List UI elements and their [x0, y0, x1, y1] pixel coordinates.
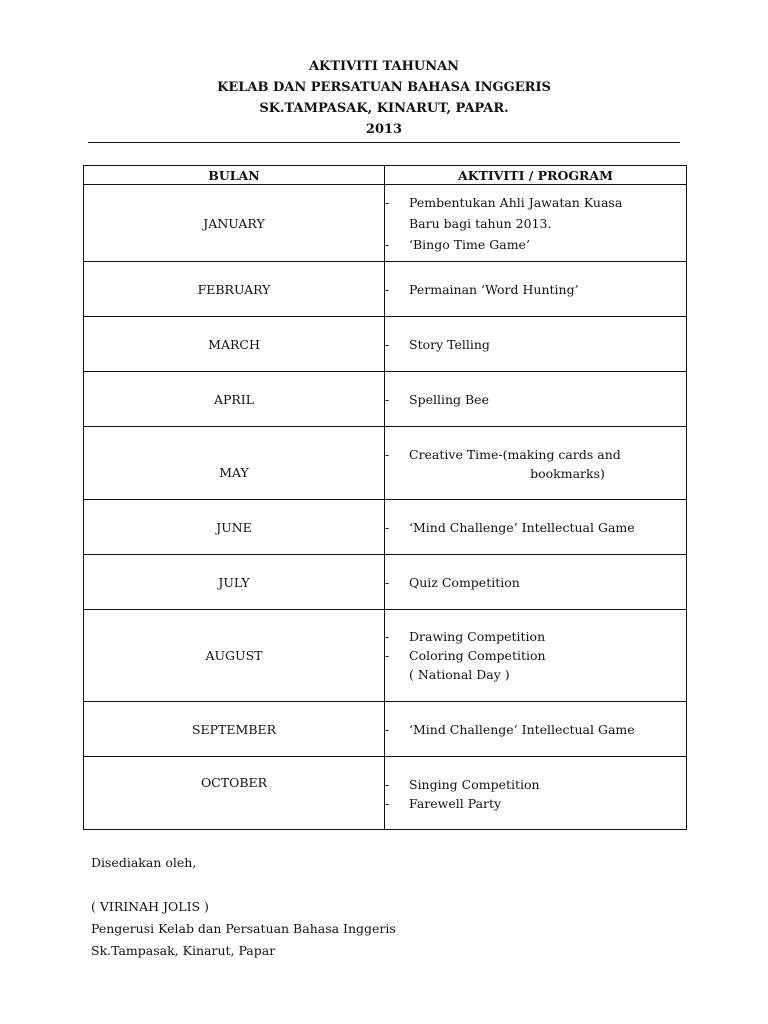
- document-title: AKTIVITI TAHUNAN: [308, 59, 460, 74]
- signatory-name: ( VIRINAH JOLIS ): [91, 899, 209, 914]
- table-header-row: [84, 166, 687, 185]
- table-row: [84, 372, 687, 427]
- signatory-school: Sk.Tampasak, Kinarut, Papar: [91, 943, 276, 958]
- activity-item: - Spelling Bee: [385, 390, 686, 409]
- month-cell: APRIL: [84, 372, 385, 427]
- activity-item: - Drawing Competition: [385, 627, 686, 646]
- month-cell: JUNE: [84, 500, 385, 555]
- activity-list: [385, 445, 686, 483]
- signature-block: [91, 852, 651, 962]
- table-row: [84, 610, 687, 702]
- activity-item: - Pembentukan Ahli Jawatan Kuasa Baru bagi tahun 2013.: [385, 192, 686, 234]
- activity-item: - Creative Time-(making cards and bookmarks): [385, 445, 686, 483]
- month-cell: SEPTEMBER: [84, 702, 385, 757]
- table-row: [84, 555, 687, 610]
- activity-cell: [385, 317, 687, 372]
- activity-list: [385, 390, 686, 409]
- month-cell: AUGUST: [84, 610, 385, 702]
- month-cell: FEBRUARY: [84, 262, 385, 317]
- activity-list: [385, 775, 686, 813]
- month-cell: MAY: [84, 427, 385, 500]
- activity-cell: [385, 185, 687, 262]
- activity-item: - Coloring Competition: [385, 646, 686, 665]
- activity-item: - Quiz Competition: [385, 573, 686, 592]
- activity-list: [385, 335, 686, 354]
- activity-list: [385, 573, 686, 592]
- activity-cell: [385, 427, 687, 500]
- spacer: [91, 874, 651, 896]
- activity-list: [385, 720, 686, 739]
- table-row: [84, 262, 687, 317]
- month-cell: JULY: [84, 555, 385, 610]
- activity-cell: [385, 372, 687, 427]
- activity-cell: [385, 262, 687, 317]
- document-header: [0, 56, 768, 140]
- activity-cell: [385, 702, 687, 757]
- month-cell: JANUARY: [84, 185, 385, 262]
- club-name: KELAB DAN PERSATUAN BAHASA INGGERIS: [217, 80, 551, 95]
- signatory-position: Pengerusi Kelab dan Persatuan Bahasa Inggeris: [91, 921, 396, 936]
- activity-item: - Farewell Party: [385, 794, 686, 813]
- table-row: [84, 427, 687, 500]
- activity-item: - ‘Mind Challenge’ Intellectual Game: [385, 720, 686, 739]
- table-row: [84, 317, 687, 372]
- table-row: [84, 185, 687, 262]
- activity-cell: [385, 757, 687, 830]
- school-name: SK.TAMPASAK, KINARUT, PAPAR.: [259, 101, 509, 116]
- table-row: [84, 500, 687, 555]
- table-row: [84, 702, 687, 757]
- activity-list: [385, 192, 686, 255]
- prepared-by-label: Disediakan oleh,: [91, 855, 197, 870]
- activity-cell: [385, 610, 687, 702]
- month-cell: OCTOBER: [84, 757, 385, 830]
- year: 2013: [365, 122, 403, 137]
- activity-list: [385, 280, 686, 299]
- activity-table: [83, 165, 687, 830]
- activity-item: - Singing Competition: [385, 775, 686, 794]
- month-cell: MARCH: [84, 317, 385, 372]
- activity-item: - ‘Mind Challenge’ Intellectual Game: [385, 518, 686, 537]
- activity-item: ( National Day ): [409, 667, 510, 682]
- activity-item: - ‘Bingo Time Game’: [385, 234, 686, 255]
- activity-item: - Permainan ‘Word Hunting’: [385, 280, 686, 299]
- table-row: [84, 757, 687, 830]
- activity-list: [385, 518, 686, 537]
- column-header-month: BULAN: [84, 166, 385, 185]
- activity-item: - Story Telling: [385, 335, 686, 354]
- activity-list: [385, 627, 686, 684]
- activity-cell: [385, 500, 687, 555]
- header-divider: [88, 142, 680, 143]
- activity-cell: [385, 555, 687, 610]
- column-header-activity: AKTIVITI / PROGRAM: [385, 166, 687, 185]
